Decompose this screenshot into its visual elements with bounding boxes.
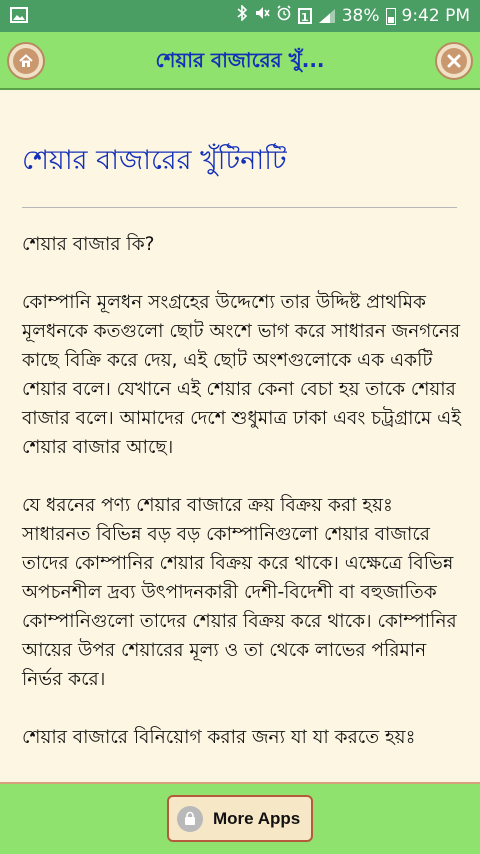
paragraph: শেয়ার বাজার কি? [22, 234, 155, 255]
paragraph: যে ধরনের পণ্য শেয়ার বাজারে ক্রয় বিক্রয় করা হয়ঃ সাধারনত বিভিন্ন বড় বড় কোম্পানিগুলো শেয়ার বাজারে তাদের কোম্পানির শেয়ার বিক্রয় করে থাকে। এক্ষেত্রে বিভিন্ন অপচনশীল দ্রব্য উৎপাদনকারী দেশী-বিদেশী বা বহুজাতিক কোম্পানিগুলো তাদের শেয়ার বিক্রয় করে থাকে। কোম্পানির আয়ের উপর শেয়ারের মূল্য ও তা থেকে লাভের পরিমান নির্ভর করে। [22, 495, 457, 690]
bottom-bar [0, 782, 480, 854]
article-body [22, 230, 462, 781]
status-bar [0, 0, 480, 32]
more-apps-label: More Apps [213, 808, 301, 828]
alarm-icon [276, 5, 292, 27]
divider [22, 207, 457, 208]
status-icons [236, 5, 470, 27]
sim-icon: 1 [298, 8, 312, 24]
battery-percent: 38% [341, 6, 380, 26]
image-icon [10, 6, 28, 24]
article-title: শেয়ার বাজারের খুঁটিনাটি [22, 145, 287, 176]
shopping-bag-icon [177, 806, 203, 832]
app-header [0, 32, 480, 90]
clock: 9:42 PM [401, 6, 470, 26]
paragraph: শেয়ার বাজারে বিনিয়োগ করার জন্য যা যা করতে হয়ঃ [22, 727, 416, 748]
battery-icon [386, 8, 396, 25]
article-content[interactable] [0, 90, 480, 782]
paragraph: কোম্পানি মূলধন সংগ্রহের উদ্দেশ্যে তার উদ্দিষ্ট প্রাথমিক মূলধনকে কতগুলো ছোট অংশে ভাগ করে সাধারন জনগনের কাছে বিক্রি করে দেয়, এই ছোট অংশগুলোকে এক একটি শেয়ার বলে। যেখানে এই শেয়ার কেনা বেচা হয় তাকে শেয়ার বাজার বলে। আমাদের দেশে শুধুমাত্র ঢাকা এবং চট্রগ্রামে এই শেয়ার বাজার আছে। [22, 292, 461, 458]
close-button[interactable] [435, 42, 473, 80]
home-icon [13, 48, 39, 74]
bluetooth-icon [236, 5, 248, 27]
signal-icon [318, 8, 336, 24]
mute-icon [254, 5, 270, 27]
page-title: শেয়ার বাজারের খুঁ... [155, 48, 325, 72]
close-icon [441, 48, 467, 74]
more-apps-button[interactable] [167, 795, 313, 842]
home-button[interactable] [7, 42, 45, 80]
